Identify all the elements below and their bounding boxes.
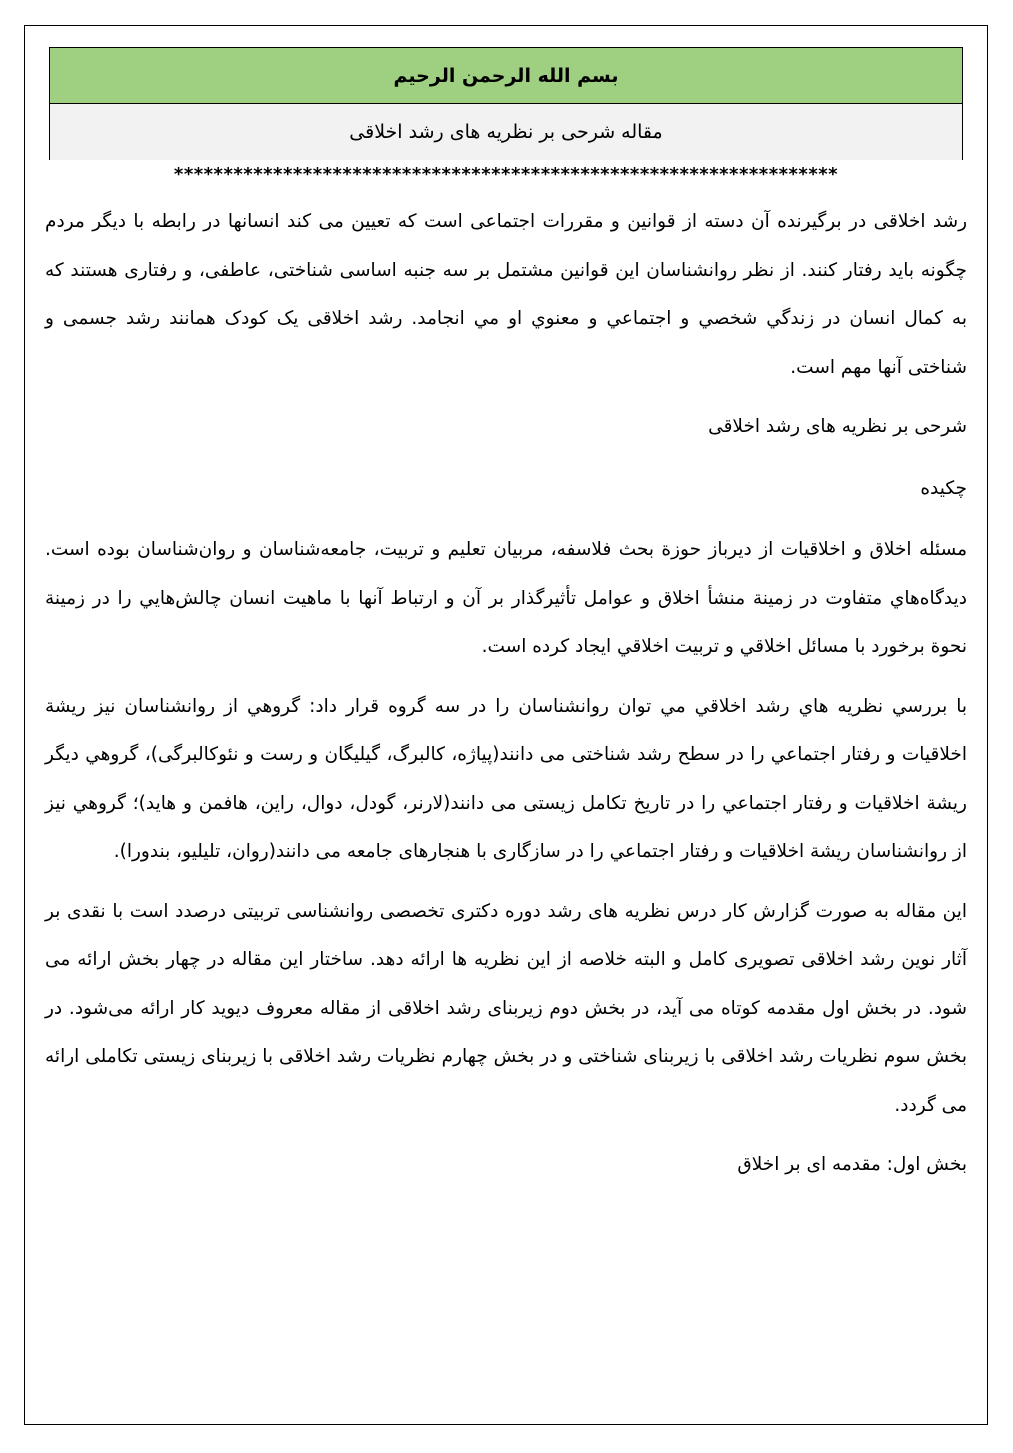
article-body [45, 198, 967, 1203]
abstract-paragraph-1: مسئله اخلاق و اخلاقيات از ديرباز حوزة بحث فلاسفه، مربيان تعليم و تربيت، جامعه‌شناسان و روان‌شناسان بوده است. ديدگاه‌هاي متفاوت در زمينة منشأ اخلاق و عوامل تأثيرگذار بر آن و ارتباط آنها با ماهيت انسان چالش‌هايي را در زمينة نحوة برخورد با مسائل اخلاقي و تربيت اخلاقي ايجاد کرده است. [45, 539, 967, 657]
section-one-heading: بخش اول: مقدمه ای بر اخلاق [737, 1154, 967, 1175]
article-title: مقاله شرحی بر نظریه های رشد اخلاقی [50, 104, 962, 160]
title-table [49, 47, 963, 160]
bismillah-heading: بسم الله الرحمن الرحيم [50, 48, 962, 104]
subtitle-heading: شرحی بر نظریه های رشد اخلاقی [708, 416, 967, 437]
abstract-paragraph-3: این مقاله به صورت گزارش کار درس نظریه های رشد دوره دکتری تخصصی روانشناسی تربیتی درصدد است با نقدی بر آثار نوین رشد اخلاقی تصویری کامل و البته خلاصه از این نظریه ها ارائه دهد. ساختار این مقاله در چهار بخش ارائه می شود. در بخش اول مقدمه کوتاه می آید، در بخش دوم زیربنای رشد اخلاقی از مقاله معروف دیوید کار ارائه می‌شود. در بخش سوم نظریات رشد اخلاقی با زیربنای شناختی و در بخش چهارم نظریات رشد اخلاقی با زیربنای زیستی تکاملی ارائه می گردد. [45, 900, 967, 1116]
abstract-heading: چکیده [920, 477, 967, 499]
abstract-paragraph-2: با بررسي نظريه هاي رشد اخلاقي مي توان روانشناسان را در سه گروه قرار داد: گروهي از روانشناسان نیز ريشة اخلاقيات و رفتار اجتماعي را در سطح رشد شناختی می دانند(پیاژه، کالبرگ، گیلیگان و رست و نئوکالبرگی)، گروهي ديگر ريشة اخلاقيات و رفتار اجتماعي را در تاریخ تکامل زیستی می دانند(لارنر، گودل، دوال، راین، هافمن و هاید)؛ گروهي نيز از روانشناسان ريشة اخلاقيات و رفتار اجتماعي را در سازگاری با هنجارهای جامعه می دانند(روان، تلیلیو، بندورا). [45, 695, 967, 862]
asterisk-separator: ******************************************************************* [173, 164, 839, 185]
intro-paragraph: رشد اخلاقی در برگیرنده آن دسته از قوانین و مقررات اجتماعی است که تعیین می کند انسانها در رابطه با دیگر مردم چگونه باید رفتار کنند. از نظر روانشناسان این قوانین مشتمل بر سه جنبه اساسی شناختی، عاطفی، و رفتاری هستند که به کمال انسان در زندگي شخصي و اجتماعي و معنوي او مي انجامد. رشد اخلاقی یک کودک همانند رشد جسمی و شناختی آنها مهم است. [45, 211, 967, 378]
